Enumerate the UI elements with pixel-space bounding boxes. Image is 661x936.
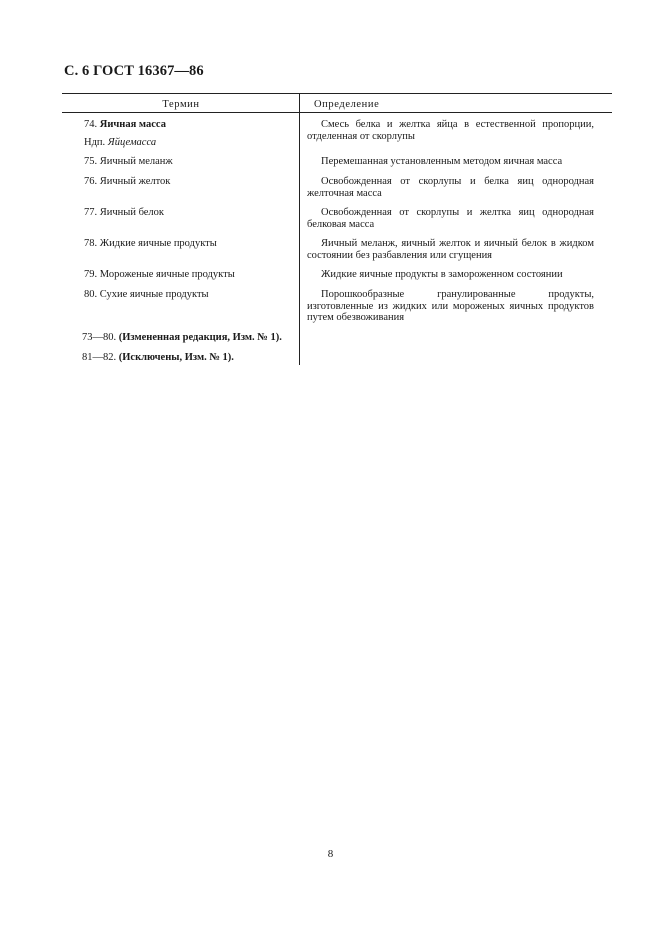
term-number: 80. [84, 289, 98, 300]
column-header-term: Термин [162, 99, 200, 110]
note-range: 73—80. [82, 332, 117, 343]
term-text: Мороженые яичные продукты [99, 269, 235, 280]
table-top-border [62, 93, 612, 94]
amendment-note [82, 332, 298, 344]
term-row [84, 176, 296, 188]
note-range: 81—82. [82, 352, 117, 363]
page-header: С. 6 ГОСТ 16367—86 [64, 63, 204, 79]
term-row [84, 137, 296, 149]
definition-text: Яичный меланж, яичный желток и яичный белок в жидком состоянии без разбавления или сгущения [307, 238, 594, 261]
page-number: 8 [327, 848, 334, 860]
amendment-note [82, 352, 298, 364]
term-number: 75. [84, 156, 98, 167]
term-text: Жидкие яичные продукты [99, 238, 217, 249]
definition-text: Перемешанная установленным методом яичная масса [321, 156, 563, 167]
note-text: (Измененная редакция, Изм. № 1). [118, 332, 282, 343]
definition-text: Смесь белка и желтка яйца в естественной пропорции, отделенная от скорлупы [307, 119, 594, 142]
term-text: Яичный меланж [99, 156, 173, 167]
term-text: Яйцемасса [107, 137, 157, 148]
note-text: (Исключены, Изм. № 1). [118, 352, 234, 363]
column-header-definition: Определение [314, 99, 380, 110]
term-row [84, 119, 296, 131]
term-text: Яичный белок [99, 207, 165, 218]
term-row [84, 238, 296, 250]
term-row [84, 289, 296, 301]
term-number: 76. [84, 176, 98, 187]
definition-text: Жидкие яичные продукты в замороженном состоянии [321, 269, 563, 280]
term-text: Яичная масса [99, 119, 166, 130]
term-text: Яичный желток [99, 176, 171, 187]
table-column-divider [299, 93, 300, 365]
definition-text: Освобожденная от скорлупы и желтка яиц однородная белковая масса [307, 207, 594, 230]
term-number: 77. [84, 207, 98, 218]
term-number: 74. [84, 119, 98, 130]
definition-text: Порошкообразные гранулированные продукты, изготовленные из жидких или мороженых яичных продуктов путем обезвоживания [307, 289, 594, 323]
term-number: 79. [84, 269, 98, 280]
term-row [84, 156, 296, 168]
term-row [84, 269, 296, 281]
term-prefix: Ндп. [84, 137, 106, 148]
term-text: Сухие яичные продукты [99, 289, 209, 300]
table-header-divider [62, 112, 612, 113]
term-row [84, 207, 296, 219]
definition-text: Освобожденная от скорлупы и белка яиц однородная желточная масса [307, 176, 594, 199]
term-number: 78. [84, 238, 98, 249]
